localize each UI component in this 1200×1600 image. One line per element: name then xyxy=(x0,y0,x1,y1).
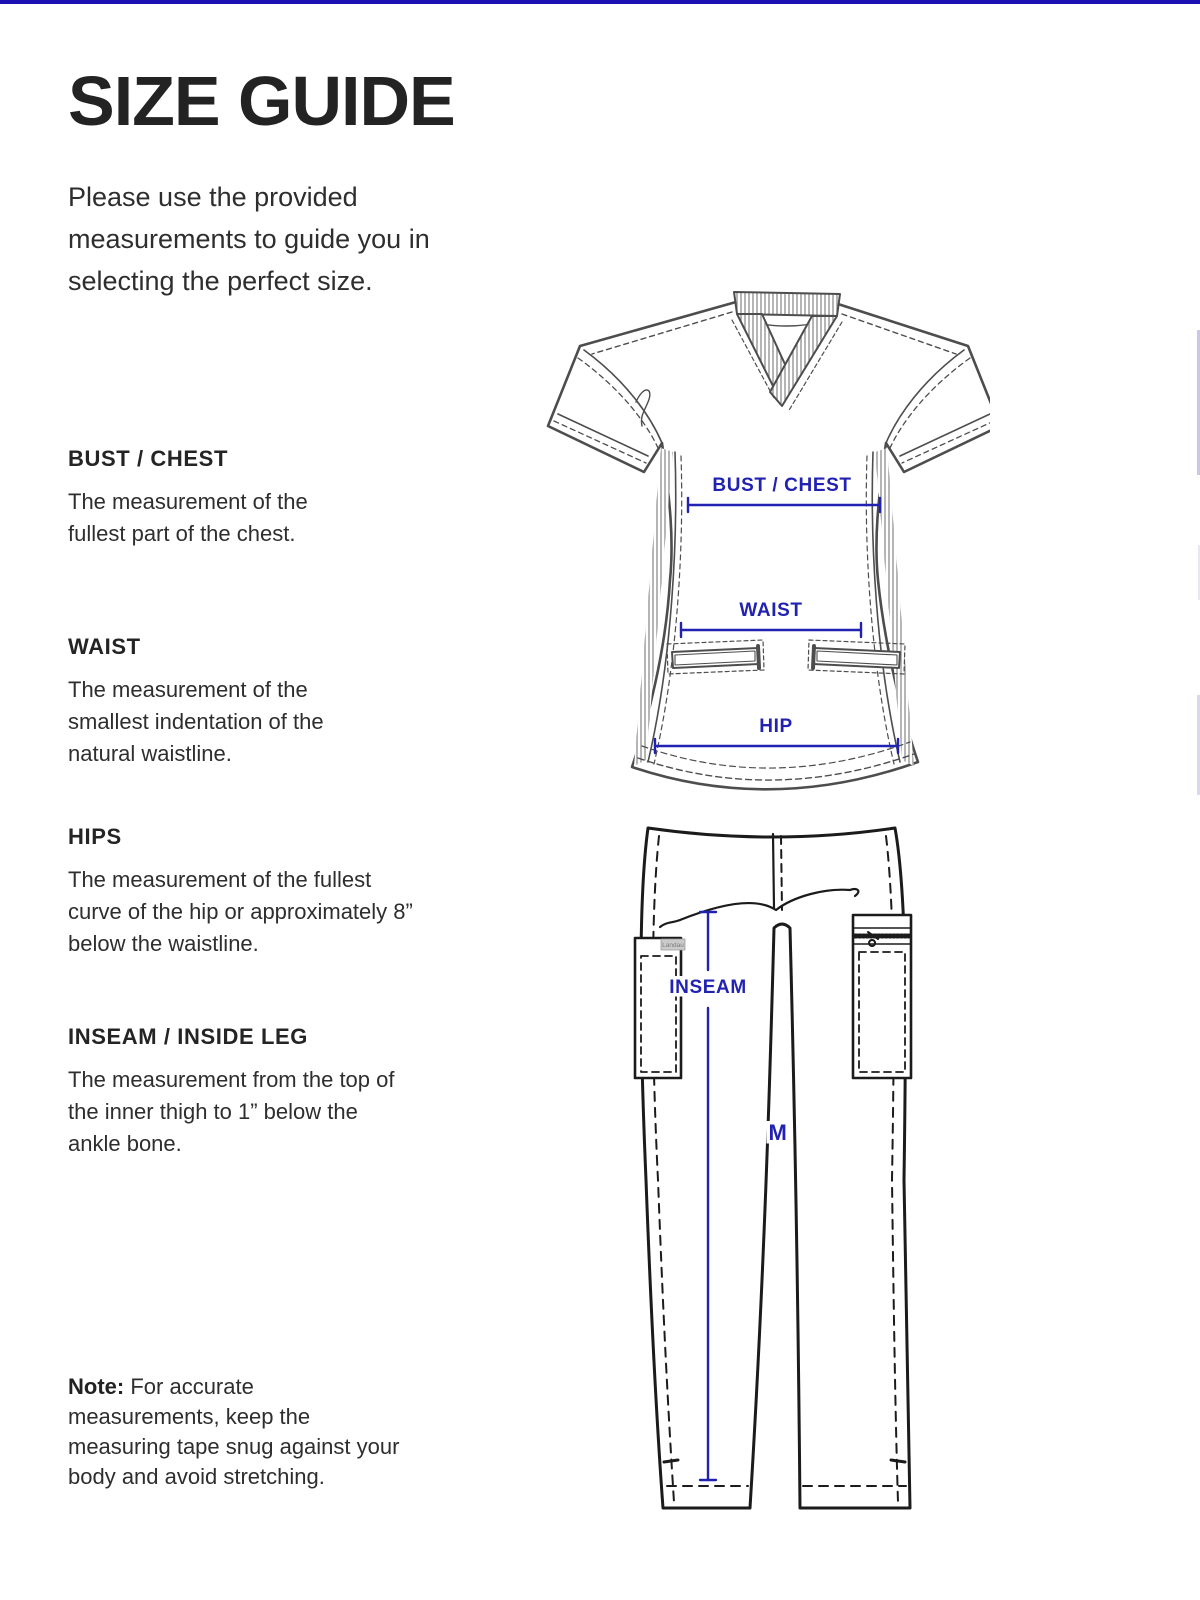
section-bust-chest xyxy=(68,446,353,550)
section-title: WAIST xyxy=(68,634,141,659)
section-description: The measurement of the fullest curve of the hip or approximately 8” below the waistline. xyxy=(68,867,413,956)
page-title: SIZE GUIDE xyxy=(68,62,455,140)
pocket-brand-tag-label: Landau xyxy=(662,942,684,949)
pants-fly-seam xyxy=(773,834,774,908)
top-accent-bar xyxy=(0,0,1200,4)
section-title: HIPS xyxy=(68,824,122,849)
note-body: For accurate measurements, keep the measuring tape snug against your body and avoid stretching. xyxy=(68,1374,400,1489)
intro-wrap xyxy=(68,176,498,302)
left-cargo-pocket xyxy=(635,938,681,1078)
size-guide-diagram xyxy=(520,280,990,1520)
right-vent-notch xyxy=(891,1460,905,1462)
hip-measurement-label: HIP xyxy=(759,716,793,737)
section-description: The measurement of the fullest part of the chest. xyxy=(68,489,308,546)
bust-measurement-label: BUST / CHEST xyxy=(712,475,852,496)
section-inseam xyxy=(68,1024,403,1160)
section-hips xyxy=(68,824,428,960)
intro-text: Please use the provided measurements to guide you in selecting the perfect size. xyxy=(68,182,430,296)
scrub-pants-illustration xyxy=(635,828,911,1508)
section-description: The measurement from the top of the inner thigh to 1” below the ankle bone. xyxy=(68,1067,395,1156)
section-description: The measurement of the smallest indentation of the natural waistline. xyxy=(68,677,324,766)
note-text xyxy=(68,1372,408,1492)
left-vent-notch xyxy=(664,1460,678,1462)
inseam-measurement-label: INSEAM xyxy=(669,977,747,998)
section-waist xyxy=(68,634,373,770)
size-letter-watermark: M xyxy=(768,1120,788,1145)
note-label: Note: xyxy=(68,1374,125,1399)
page-title-wrap xyxy=(68,62,455,140)
section-title: BUST / CHEST xyxy=(68,446,228,471)
right-cargo-pocket xyxy=(853,915,911,1078)
waist-measurement-label: WAIST xyxy=(739,600,803,621)
collar-back-band xyxy=(734,292,840,316)
scrub-top-illustration xyxy=(548,292,990,789)
section-title: INSEAM / INSIDE LEG xyxy=(68,1024,308,1049)
